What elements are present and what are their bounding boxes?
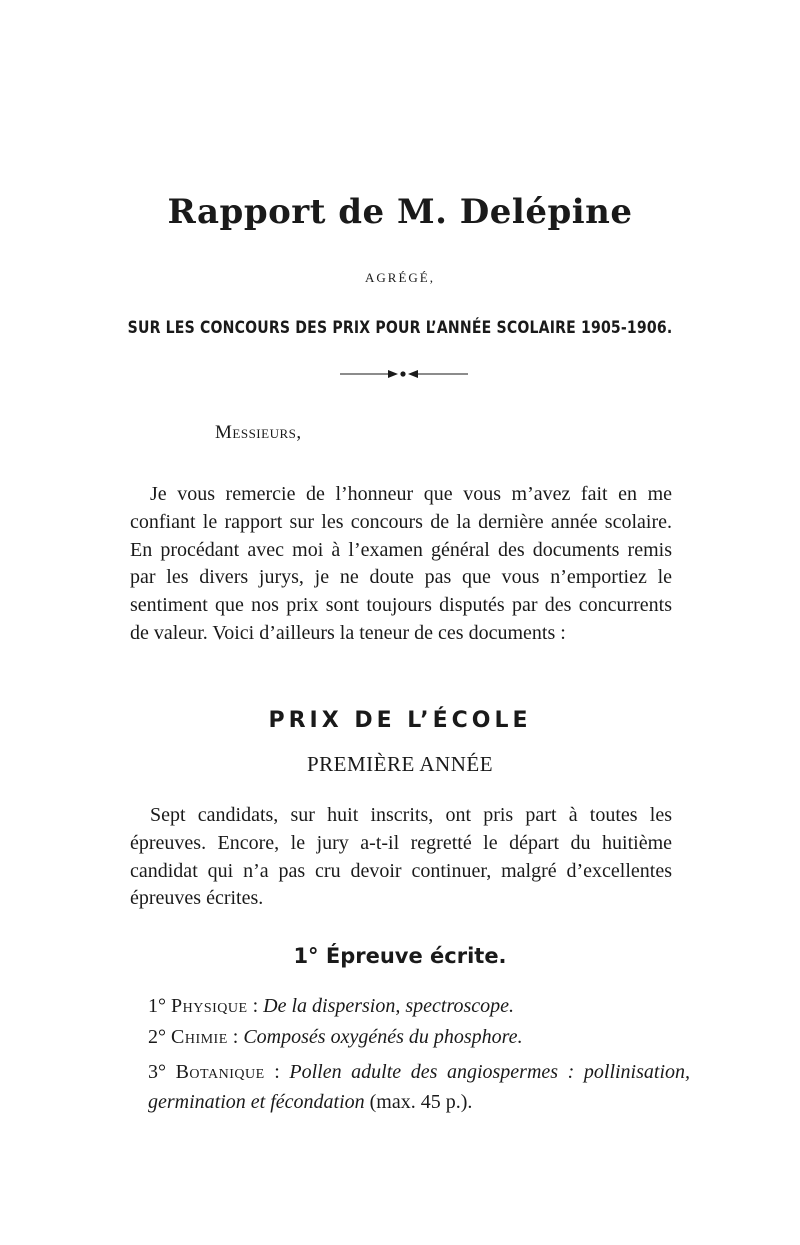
epreuve-number: 1° [148,995,166,1017]
divider-ornament-icon [340,367,468,381]
epreuve-separator: : [264,1061,290,1083]
epreuve-extra: (max. 45 p.). [364,1091,473,1113]
salutation: Messieurs, [215,422,302,443]
epreuve-title: 1° Épreuve écrite. [293,944,507,968]
epreuve-subject: Chimie [171,1026,228,1048]
epreuve-item [148,1022,690,1052]
candidates-paragraph [130,802,672,913]
epreuve-topic: Composés oxygénés du phosphore. [243,1026,523,1048]
epreuve-item [130,1057,690,1117]
section-title: PRIX DE L’ÉCOLE [268,708,532,733]
epreuve-number: 2° [148,1026,166,1048]
epreuve-number: 3° [148,1061,166,1083]
epreuve-topic: Pollen adulte des angiospermes : pollinisation, germination et fécondation [148,1061,691,1113]
intro-paragraph [130,481,672,648]
intro-paragraph-text: Je vous remercie de l’honneur que vous m’avez fait en me confiant le rapport sur les concours de la dernière année scolaire. En procédant avec moi à l’examen général des documents remis par les divers jurys, je ne doute pas que vous n’emportiez le sentiment que nos prix sont toujours disputés par des concurrents de valeur. Voici d’ailleurs la teneur de ces documents : [130,483,672,644]
epreuve-item [148,991,690,1021]
epreuve-subject: Botanique [175,1061,265,1083]
epreuve-separator: : [247,995,264,1017]
section-subtitle: PREMIÈRE ANNÉE [306,752,494,776]
report-title: Rapport de M. Delépine [167,192,633,232]
author-rank: AGRÉGÉ, [365,270,435,285]
epreuve-subject: Physique [171,995,248,1017]
concours-heading: SUR LES CONCOURS DES PRIX POUR L’ANNÉE SCOLAIRE 1905-1906. [127,318,673,338]
epreuve-topic: De la dispersion, spectroscope. [263,995,515,1017]
epreuve-separator: : [227,1026,244,1048]
candidates-paragraph-text: Sept candidats, sur huit inscrits, ont pris part à toutes les épreuves. Encore, le jury a-t-il regretté le départ du huitième candidat qui n’a pas cru devoir continuer, malgré d’excellentes épreuves écrites. [130,804,672,910]
